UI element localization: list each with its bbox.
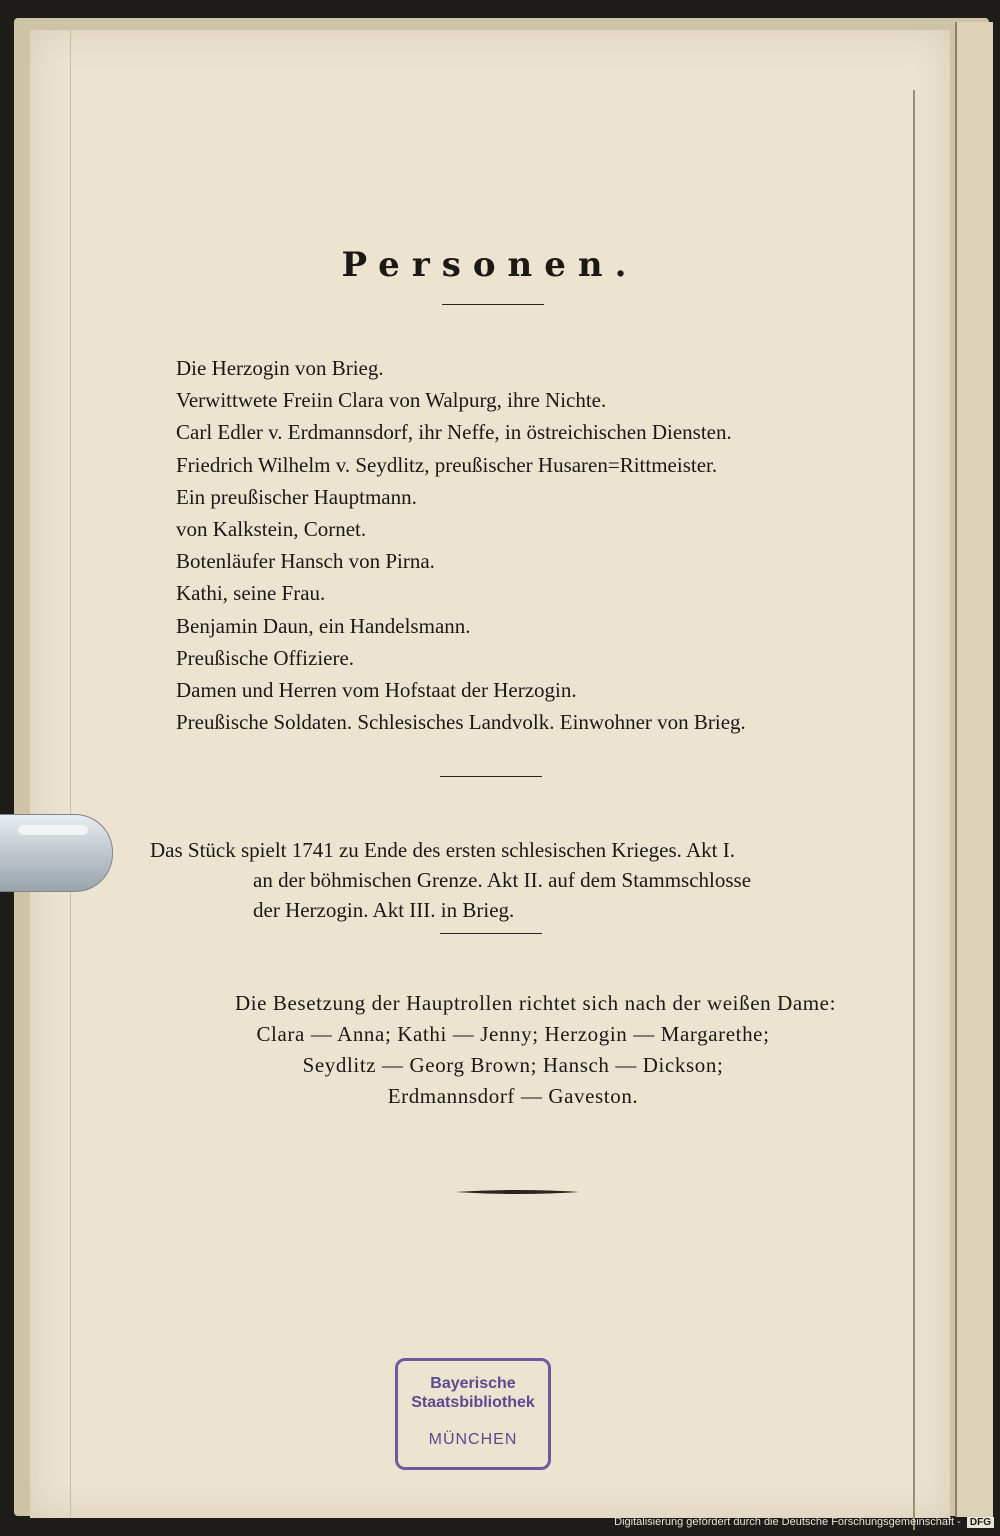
setting-line: Das Stück spielt 1741 zu Ende des ersten schlesischen Krieges. Akt I. — [150, 838, 735, 862]
title-divider — [442, 304, 544, 305]
cast-item: von Kalkstein, Cornet. — [176, 516, 367, 541]
casting-note — [143, 988, 883, 1112]
cast-item: Benjamin Daun, ein Handelsmann. — [176, 613, 471, 638]
cast-item: Preußische Offiziere. — [176, 645, 355, 670]
page-clip — [0, 814, 113, 892]
cast-list — [176, 352, 876, 738]
library-stamp — [395, 1358, 551, 1470]
digitization-footer — [614, 1516, 994, 1532]
setting-line: an der böhmischen Grenze. Akt II. auf dem Stammschlosse — [253, 868, 752, 892]
casting-line: Erdmannsdorf — Gaveston. — [387, 1084, 639, 1108]
cast-item: Carl Edler v. Erdmannsdorf, ihr Neffe, in östreichischen Diensten. — [176, 420, 732, 445]
page-title: Personen. — [341, 245, 639, 285]
dfg-logo-icon: DFG — [967, 1517, 994, 1528]
setting-divider — [440, 933, 542, 934]
casting-line: Seydlitz — Georg Brown; Hansch — Dickson; — [302, 1053, 724, 1077]
end-ornament — [455, 1188, 580, 1196]
stamp-line: MÜNCHEN — [428, 1431, 518, 1448]
setting-paragraph — [150, 835, 870, 925]
next-page-edge — [955, 22, 993, 1517]
cast-item: Die Herzogin von Brieg. — [176, 356, 384, 380]
footer-text: Digitalisierung gefördert durch die Deutsche Forschungsgemeinschaft - — [614, 1516, 961, 1528]
cast-item: Verwittwete Freiin Clara von Walpurg, ihre Nichte. — [176, 388, 607, 413]
cast-item: Preußische Soldaten. Schlesisches Landvolk. Einwohner von Brieg. — [176, 710, 746, 735]
book-page — [30, 30, 950, 1518]
cast-item: Kathi, seine Frau. — [176, 581, 326, 606]
page-fold-edge — [913, 90, 915, 1530]
casting-line: Clara — Anna; Kathi — Jenny; Herzogin — Margarethe; — [256, 1022, 770, 1046]
clip-highlight — [18, 825, 88, 835]
cast-item: Botenläufer Hansch von Pirna. — [176, 549, 435, 574]
cast-divider — [440, 776, 542, 777]
setting-line: der Herzogin. Akt III. in Brieg. — [253, 898, 515, 922]
stamp-line: Staatsbibliothek — [411, 1394, 535, 1411]
casting-line: Die Besetzung der Hauptrollen richtet sich nach der weißen Dame: — [234, 991, 837, 1015]
cast-item: Friedrich Wilhelm v. Seydlitz, preußischer Husaren=Rittmeister. — [176, 452, 718, 477]
cast-item: Damen und Herren vom Hofstaat der Herzogin. — [176, 677, 577, 702]
cast-item: Ein preußischer Hauptmann. — [176, 484, 417, 509]
stamp-line: Bayerische — [430, 1375, 516, 1392]
